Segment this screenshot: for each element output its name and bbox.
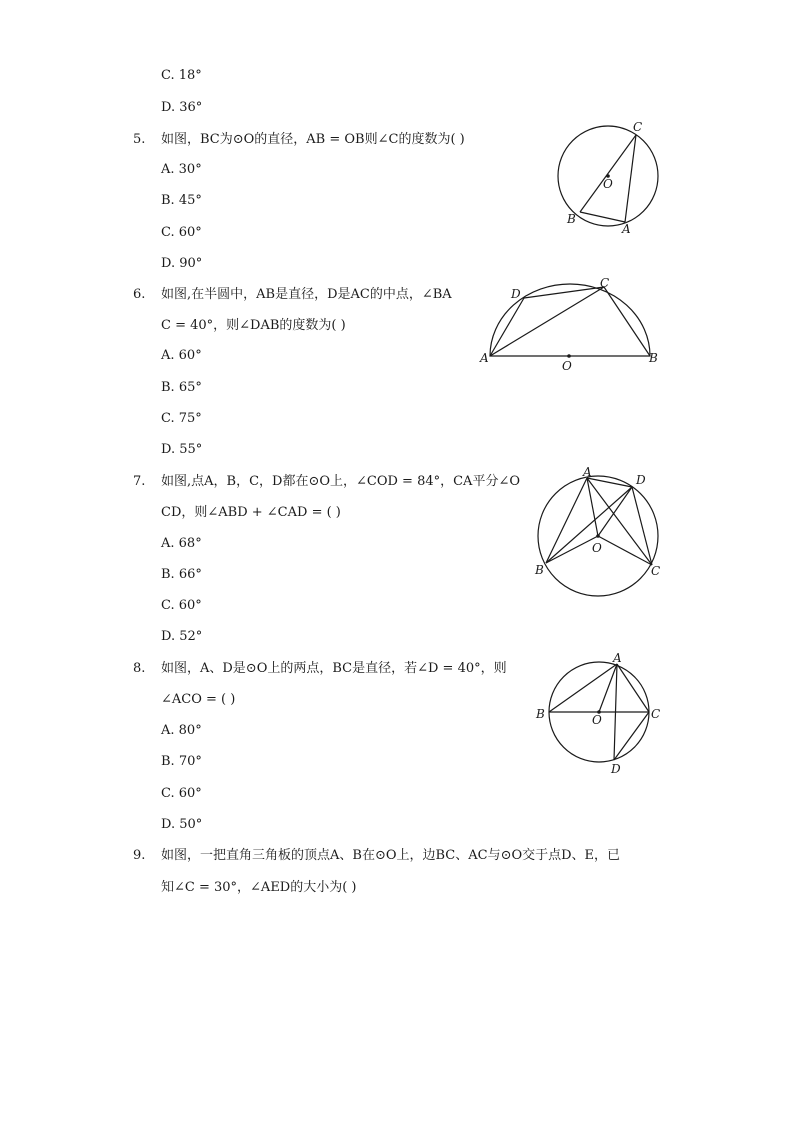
q8-label-o: O — [592, 713, 602, 727]
q5-label-o: O — [603, 177, 613, 191]
q8-number: 8. — [133, 661, 146, 676]
q6-number: 6. — [133, 287, 146, 302]
q8-stem-line1: 如图，A、D是⊙O上的两点，BC是直径，若∠D = 40°，则 — [161, 661, 507, 676]
q7-label-a: A — [583, 465, 592, 479]
q7-stem-line1: 如图,点A，B，C，D都在⊙O上，∠COD = 84°，CA平分∠O — [161, 474, 520, 489]
q6-label-o: O — [562, 359, 572, 373]
q5-label-c: C — [633, 120, 643, 134]
q6-option-a: A. 60° — [161, 348, 202, 363]
q7-option-b: B. 66° — [161, 567, 202, 582]
q7-option-a: A. 68° — [161, 536, 202, 551]
q9-stem-line2: 知∠C = 30°，∠AED的大小为( ) — [161, 880, 357, 895]
q8-option-c: C. 60° — [161, 786, 202, 801]
q5-label-b: B — [567, 212, 576, 226]
q5-option-b: B. 45° — [161, 193, 202, 208]
q4-option-c: C. 18° — [161, 68, 202, 83]
q8-label-c: C — [651, 707, 661, 721]
q8-label-b: B — [536, 707, 545, 721]
q7-label-c: C — [651, 564, 661, 578]
q8-option-a: A. 80° — [161, 723, 202, 738]
q8-option-d: D. 50° — [161, 817, 203, 832]
q7-stem-line2: CD，则∠ABD + ∠CAD = ( ) — [161, 505, 341, 520]
q6-stem-line1: 如图,在半圆中，AB是直径，D是AC的中点，∠BA — [161, 287, 452, 302]
q5-number: 5. — [133, 132, 146, 147]
q5-option-a: A. 30° — [161, 162, 202, 177]
q4-option-d: D. 36° — [161, 100, 203, 115]
q7-number: 7. — [133, 474, 146, 489]
q7-option-d: D. 52° — [161, 629, 203, 644]
q8-option-b: B. 70° — [161, 754, 202, 769]
q6-label-d: D — [511, 287, 521, 301]
q6-option-c: C. 75° — [161, 411, 202, 426]
q8-stem-line2: ∠ACO = ( ) — [161, 692, 236, 707]
q6-label-a: A — [480, 351, 489, 365]
q5-option-c: C. 60° — [161, 225, 202, 240]
q6-option-d: D. 55° — [161, 442, 203, 457]
q7-label-o: O — [592, 541, 602, 555]
q8-label-a: A — [613, 651, 622, 665]
q7-option-c: C. 60° — [161, 598, 202, 613]
q6-label-b: B — [649, 351, 658, 365]
q7-label-d: D — [636, 473, 646, 487]
q8-label-d: D — [611, 762, 621, 776]
q9-stem-line1: 如图，一把直角三角板的顶点A、B在⊙O上，边BC、AC与⊙O交于点D、E，已 — [161, 848, 621, 863]
q5-stem: 如图，BC为⊙O的直径，AB = OB则∠C的度数为( ) — [161, 132, 465, 147]
q6-label-c: C — [600, 276, 610, 290]
q6-option-b: B. 65° — [161, 380, 202, 395]
q7-label-b: B — [535, 563, 544, 577]
q9-number: 9. — [133, 848, 146, 863]
q5-option-d: D. 90° — [161, 256, 203, 271]
q6-stem-line2: C = 40°，则∠DAB的度数为( ) — [161, 318, 346, 333]
q5-label-a: A — [622, 222, 631, 236]
